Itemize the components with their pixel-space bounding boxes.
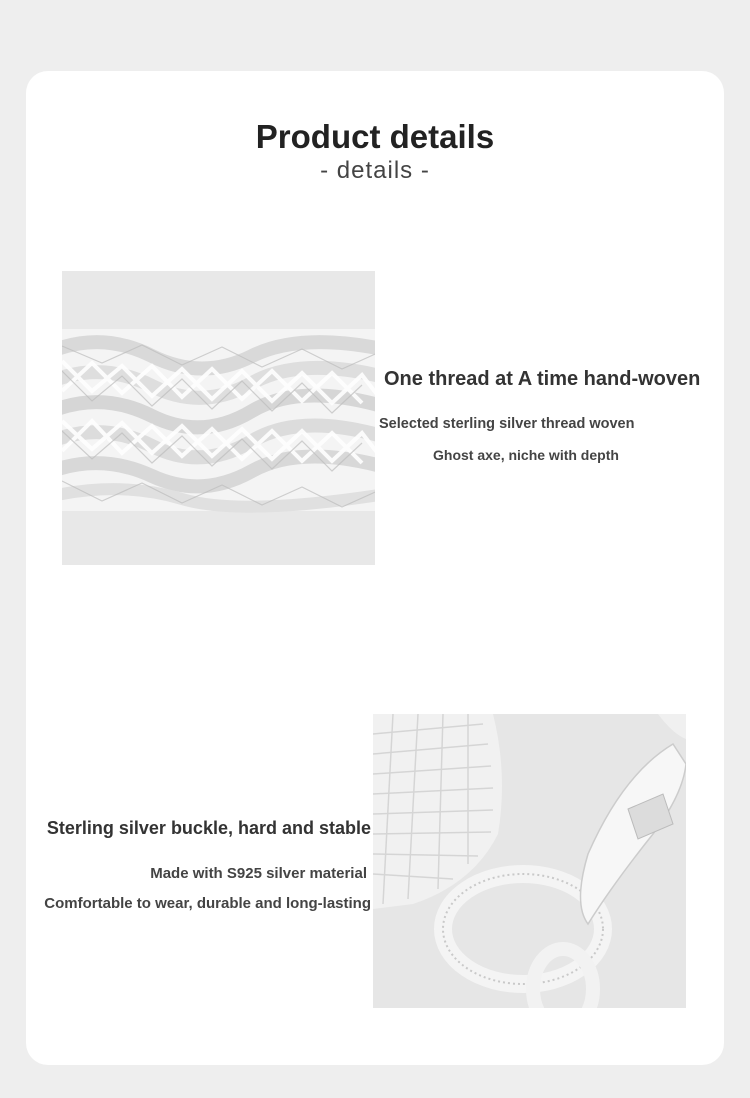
section1-line1: Selected sterling silver thread woven [379,416,635,432]
section1-line2: Ghost axe, niche with depth [433,447,619,463]
section2-heading: Sterling silver buckle, hard and stable [46,818,371,838]
page-subtitle: - details - [320,157,430,184]
silver-buckle-photo [373,714,686,1008]
section2-line1: Made with S925 silver material [150,865,367,882]
braided-chain-photo [62,271,375,565]
section1-heading: One thread at A time hand-woven [384,368,701,390]
page-title: Product details [255,118,495,155]
section2-line2: Comfortable to wear, durable and long-lasting [44,895,371,912]
